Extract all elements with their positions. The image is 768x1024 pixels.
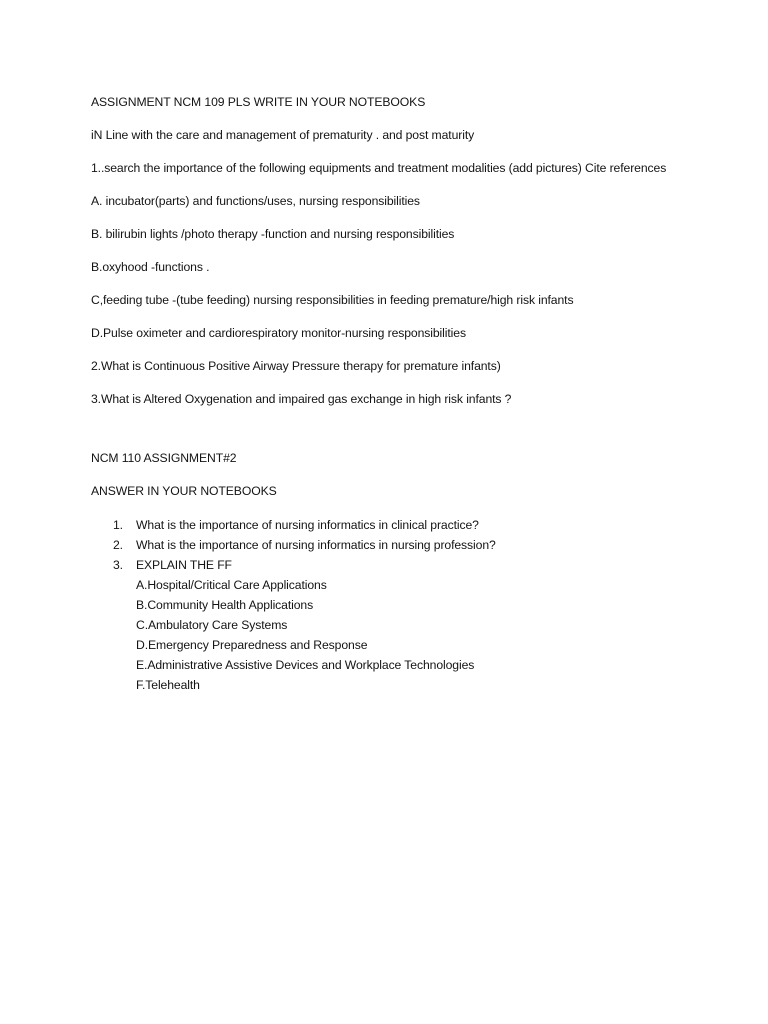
list-item xyxy=(91,555,671,575)
assignment-title-ncm110: NCM 110 ASSIGNMENT#2 xyxy=(91,451,237,465)
list-number: 3. xyxy=(113,558,123,572)
item-c-feeding-tube: C,feeding tube -(tube feeding) nursing responsibilities in feeding premature/high risk infants xyxy=(91,293,574,307)
intro-paragraph: iN Line with the care and management of prematurity . and post maturity xyxy=(91,128,475,142)
list-number: 1. xyxy=(113,518,123,532)
item-b-oxyhood: B.oxyhood -functions . xyxy=(91,260,210,274)
list-item-text: What is the importance of nursing informatics in clinical practice? xyxy=(136,518,479,532)
item-2-cpap: 2.What is Continuous Positive Airway Pressure therapy for premature infants) xyxy=(91,359,501,373)
sub-list-item: F.Telehealth xyxy=(136,678,200,692)
item-3-altered-oxygenation: 3.What is Altered Oxygenation and impaired gas exchange in high risk infants ? xyxy=(91,392,512,406)
sub-list-item: D.Emergency Preparedness and Response xyxy=(136,638,368,652)
document-body xyxy=(91,93,671,695)
instruction-text: ANSWER IN YOUR NOTEBOOKS xyxy=(91,484,277,498)
list-item-text: EXPLAIN THE FF xyxy=(136,558,232,572)
item-1: 1..search the importance of the following equipments and treatment modalities (add pictures) Cite references xyxy=(91,161,667,175)
sub-list-item: C.Ambulatory Care Systems xyxy=(136,618,288,632)
sub-list-item: A.Hospital/Critical Care Applications xyxy=(136,578,327,592)
sub-list-item: E.Administrative Assistive Devices and Workplace Technologies xyxy=(136,658,475,672)
list-item-text: What is the importance of nursing informatics in nursing profession? xyxy=(136,538,496,552)
item-b-bilirubin: B. bilirubin lights /photo therapy -function and nursing responsibilities xyxy=(91,227,455,241)
numbered-list xyxy=(91,515,671,575)
sub-list-item: B.Community Health Applications xyxy=(136,598,314,612)
item-d-pulse-oximeter: D.Pulse oximeter and cardiorespiratory monitor-nursing responsibilities xyxy=(91,326,466,340)
list-number: 2. xyxy=(113,538,123,552)
sub-list xyxy=(91,575,671,695)
section-spacer xyxy=(91,423,671,449)
list-item xyxy=(91,535,671,555)
assignment-title-ncm109: ASSIGNMENT NCM 109 PLS WRITE IN YOUR NOTEBOOKS xyxy=(91,95,426,109)
item-a-incubator: A. incubator(parts) and functions/uses, nursing responsibilities xyxy=(91,194,420,208)
list-item xyxy=(91,515,671,535)
